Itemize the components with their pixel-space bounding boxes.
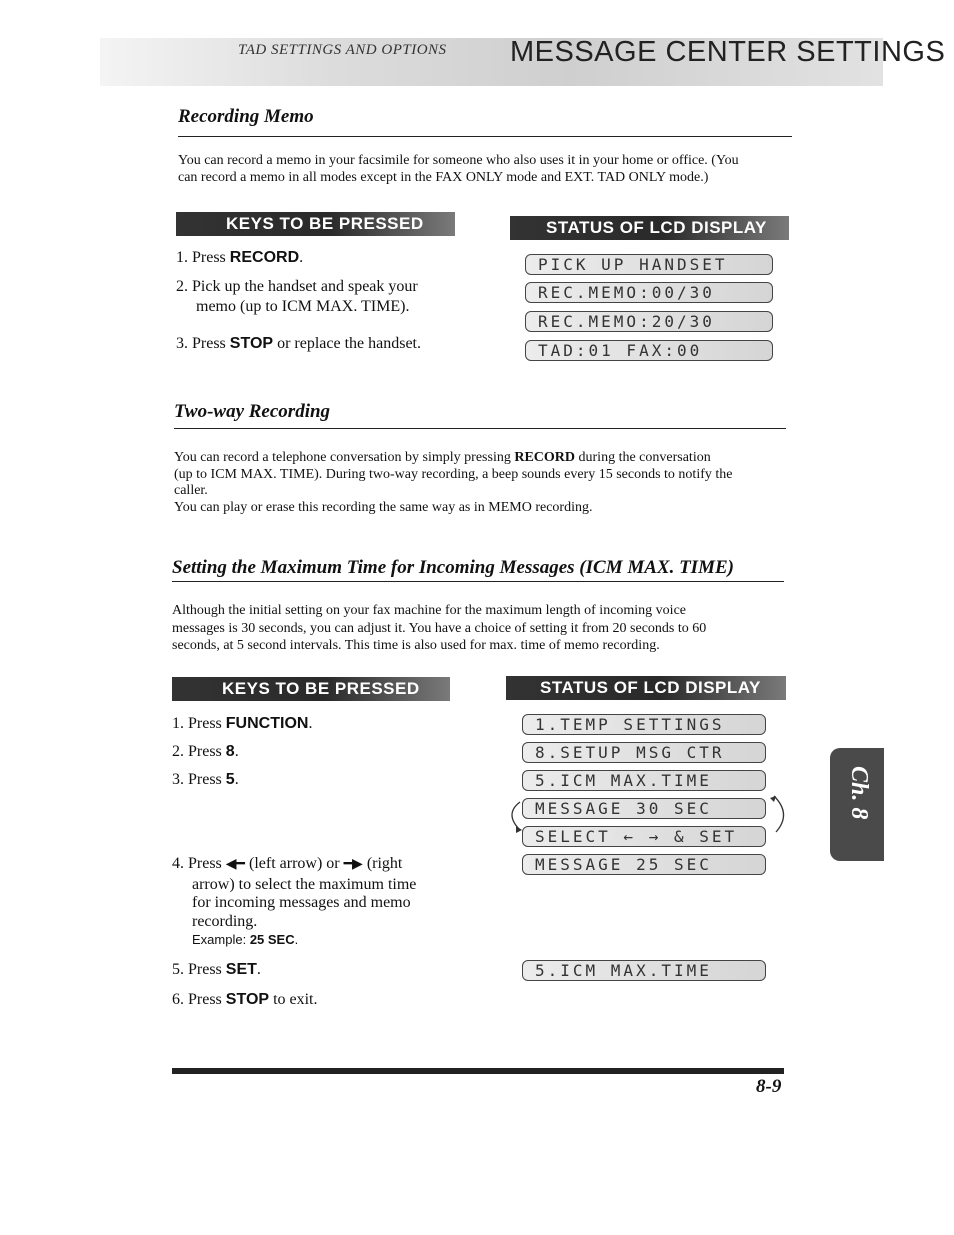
icm-step-5: 5. Press SET. [172,961,261,978]
recording-memo-text-2: can record a memo in all modes except in the FAX ONLY mode and EXT. TAD ONLY mode.) [178,170,709,185]
chapter-tab: Ch. 8 [830,748,884,861]
lcd-header-bar: STATUS OF LCD DISPLAY [506,676,786,700]
memo-step-1: 1. Press RECORD. [176,249,304,266]
lcd-setup-msg-ctr: 8.SETUP MSG CTR [522,742,766,763]
icm-title: Setting the Maximum Time for Incoming Messages (ICM MAX. TIME) [172,557,734,578]
alternating-display-brackets [500,780,800,848]
right-arrow-icon: ━▶ [343,857,363,872]
left-arrow-icon: ◀━ [225,857,245,872]
recording-memo-title: Recording Memo [178,106,314,127]
lcd-message-25-sec: MESSAGE 25 SEC [522,854,766,875]
icm-text-2: messages is 30 seconds, you can adjust it. You have a choice of setting it from 20 seconds to 60 [172,621,707,636]
memo-step-3: 3. Press STOP or replace the handset. [176,335,421,352]
header-section-label: TAD SETTINGS AND OPTIONS [238,42,447,58]
icm-step-6: 6. Press STOP to exit. [172,991,318,1008]
icm-step-3: 3. Press 5. [172,771,239,788]
icm-text-1: Although the initial setting on your fax machine for the maximum length of incoming voice [172,603,687,618]
lcd-select-set: SELECT ← → & SET [522,826,766,847]
section-rule [178,136,792,137]
page-number: 8-9 [756,1076,782,1097]
header-page-title: MESSAGE CENTER SETTINGS [510,36,946,68]
memo-step-2: 2. Pick up the handset and speak your [176,278,418,295]
section-rule [172,581,784,582]
lcd-header-bar: STATUS OF LCD DISPLAY [510,216,789,240]
lcd-icm-max-time: 5.ICM MAX.TIME [522,770,766,791]
key-5: 5 [225,771,235,788]
icm-step-4-line2: arrow) to select the maximum time [192,876,417,893]
memo-step-2-cont: memo (up to ICM MAX. TIME). [196,298,410,315]
lcd-rec-memo-20: REC.MEMO:20/30 [525,311,773,332]
section-rule [174,428,786,429]
icm-example: Example: 25 SEC. [192,932,299,947]
two-way-text-2: (up to ICM MAX. TIME). During two-way recording, a beep sounds every 15 seconds to notify the [174,467,733,482]
keys-header-bar: KEYS TO BE PRESSED [172,677,450,701]
function-key: FUNCTION [225,715,309,732]
icm-step-4-line3: for incoming messages and memo [192,894,411,911]
lcd-temp-settings: 1.TEMP SETTINGS [522,714,766,735]
two-way-text-3: caller. [174,483,208,498]
stop-key: STOP [229,335,274,352]
key-8: 8 [225,743,235,760]
lcd-rec-memo-00: REC.MEMO:00/30 [525,282,773,303]
icm-text-3: seconds, at 5 second intervals. This time is also used for max. time of memo recording. [172,638,660,653]
icm-step-1: 1. Press FUNCTION. [172,715,313,732]
lcd-message-30-sec: MESSAGE 30 SEC [522,798,766,819]
keys-header-bar: KEYS TO BE PRESSED [176,212,455,236]
icm-step-2: 2. Press 8. [172,743,239,760]
two-way-text-4: You can play or erase this recording the same way as in MEMO recording. [174,500,593,515]
record-key: RECORD [229,249,300,266]
footer-rule [172,1068,784,1074]
icm-step-4-line4: recording. [192,913,258,930]
lcd-icm-max-time-final: 5.ICM MAX.TIME [522,960,766,981]
lcd-tad-fax: TAD:01 FAX:00 [525,340,773,361]
stop-key: STOP [225,991,270,1008]
lcd-pick-up-handset: PICK UP HANDSET [525,254,773,275]
recording-memo-text-1: You can record a memo in your facsimile for someone who also uses it in your home or office. (You [178,153,739,168]
two-way-title: Two-way Recording [174,401,331,422]
set-key: SET [225,961,257,978]
icm-step-4: 4. Press ◀━ (left arrow) or ━▶ (right [172,855,403,872]
two-way-text-1: You can record a telephone conversation by simply pressing RECORD during the conversation [174,450,711,465]
